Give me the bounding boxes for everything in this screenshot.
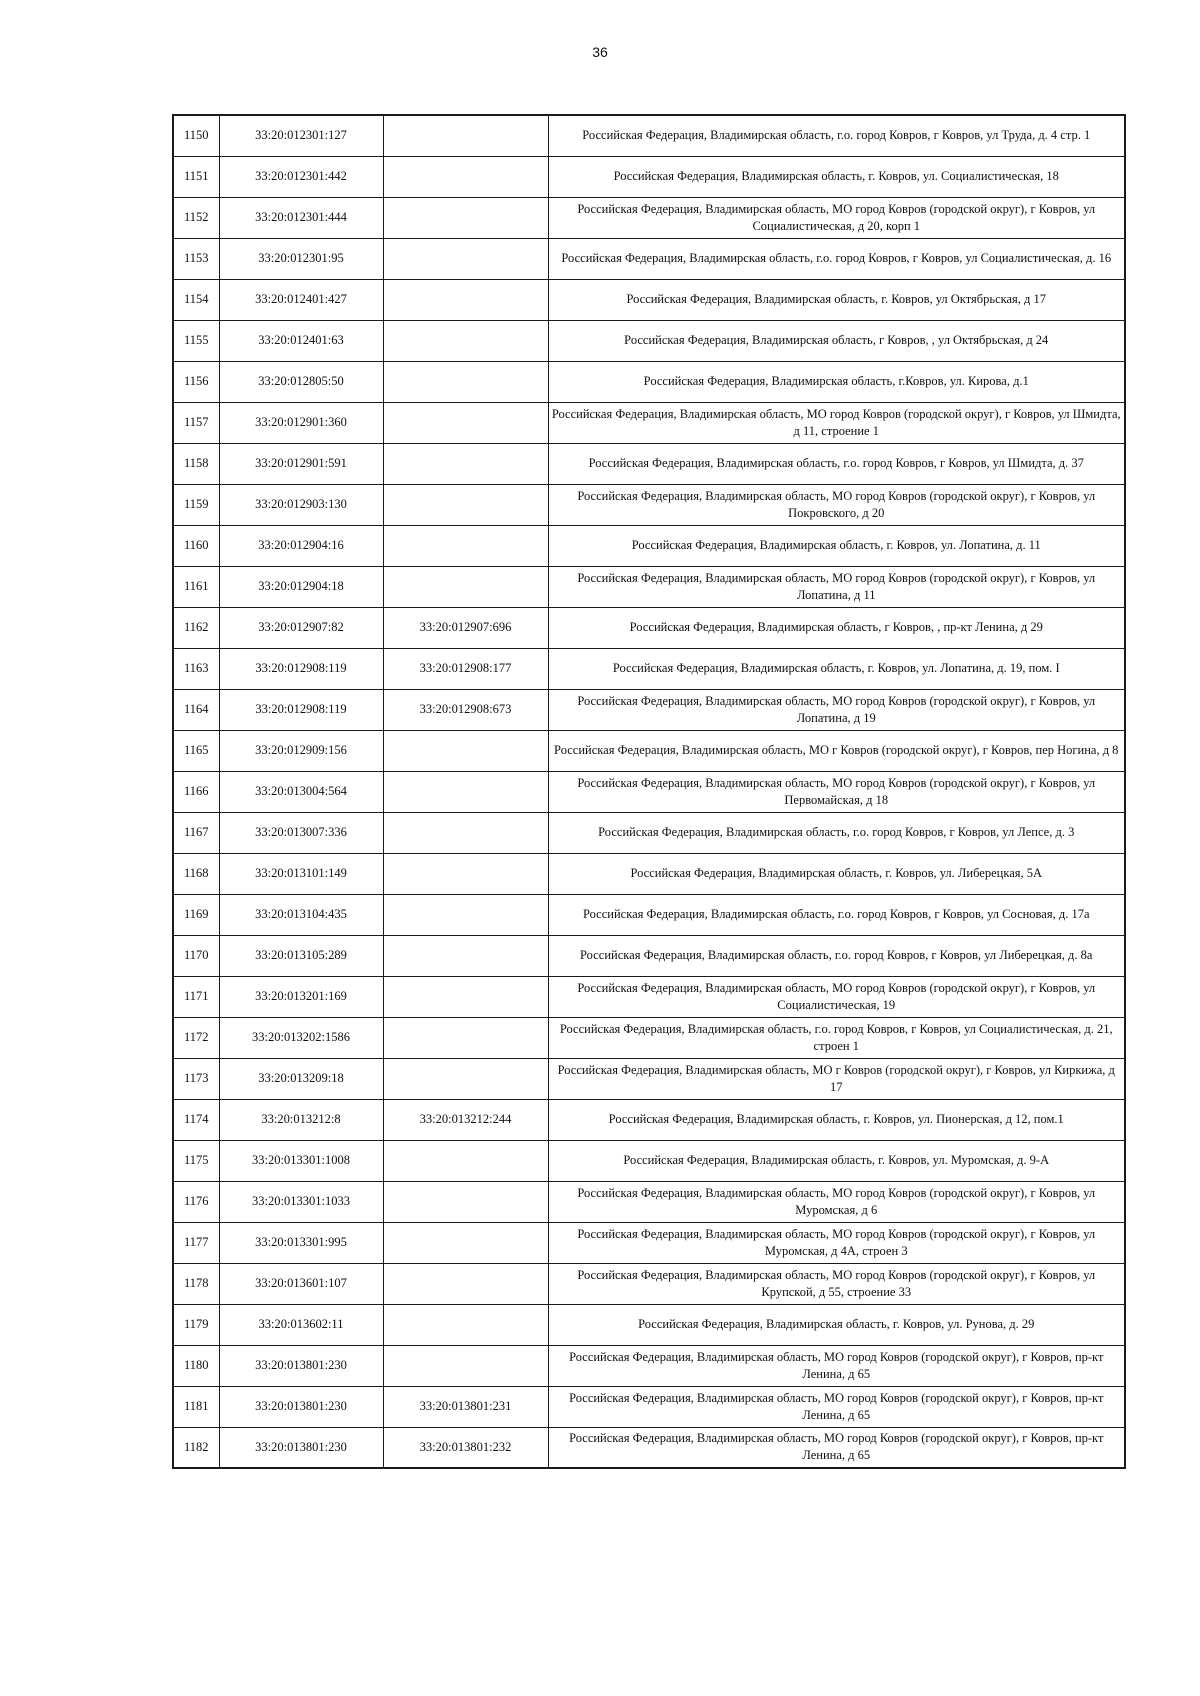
address-cell: Российская Федерация, Владимирская область, МО город Ковров (городской округ), г Ковров, пр-кт Ленина, д 65 <box>548 1345 1125 1386</box>
premises-cadastral-number-cell <box>383 1222 548 1263</box>
cadastral-number-cell: 33:20:012401:63 <box>219 320 383 361</box>
address-cell: Российская Федерация, Владимирская область, г.о. город Ковров, г Ковров, ул Социалистическая, д. 21, строен 1 <box>548 1017 1125 1058</box>
row-number-cell: 1171 <box>173 976 219 1017</box>
address-cell: Российская Федерация, Владимирская область, г.Ковров, ул. Кирова, д.1 <box>548 361 1125 402</box>
row-number-cell: 1170 <box>173 935 219 976</box>
cadastral-number-cell: 33:20:012401:427 <box>219 279 383 320</box>
cadastral-number-cell: 33:20:012908:119 <box>219 689 383 730</box>
cadastral-number-cell: 33:20:012903:130 <box>219 484 383 525</box>
cadastral-number-cell: 33:20:012901:360 <box>219 402 383 443</box>
premises-cadastral-number-cell <box>383 853 548 894</box>
table-row <box>173 115 1125 156</box>
row-number-cell: 1156 <box>173 361 219 402</box>
table-row <box>173 1181 1125 1222</box>
address-cell: Российская Федерация, Владимирская область, МО город Ковров (городской округ), г Ковров, пр-кт Ленина, д 65 <box>548 1386 1125 1427</box>
cadastral-number-cell: 33:20:012904:16 <box>219 525 383 566</box>
table-row <box>173 443 1125 484</box>
table-row <box>173 566 1125 607</box>
row-number-cell: 1177 <box>173 1222 219 1263</box>
address-cell: Российская Федерация, Владимирская область, МО город Ковров (городской округ), г Ковров, ул Муромская, д 6 <box>548 1181 1125 1222</box>
premises-cadastral-number-cell <box>383 443 548 484</box>
address-cell: Российская Федерация, Владимирская область, МО город Ковров (городской округ), г Ковров, пр-кт Ленина, д 65 <box>548 1427 1125 1468</box>
premises-cadastral-number-cell <box>383 1345 548 1386</box>
cadastral-number-cell: 33:20:013202:1586 <box>219 1017 383 1058</box>
row-number-cell: 1178 <box>173 1263 219 1304</box>
row-number-cell: 1152 <box>173 197 219 238</box>
premises-cadastral-number-cell <box>383 935 548 976</box>
table-row <box>173 156 1125 197</box>
table-row <box>173 812 1125 853</box>
address-cell: Российская Федерация, Владимирская область, г. Ковров, ул Октябрьская, д 17 <box>548 279 1125 320</box>
premises-cadastral-number-cell <box>383 525 548 566</box>
address-cell: Российская Федерация, Владимирская область, г.о. город Ковров, г Ковров, ул Социалистическая, д. 16 <box>548 238 1125 279</box>
cadastral-number-cell: 33:20:013801:230 <box>219 1345 383 1386</box>
table-row <box>173 525 1125 566</box>
row-number-cell: 1163 <box>173 648 219 689</box>
premises-cadastral-number-cell <box>383 402 548 443</box>
premises-cadastral-number-cell <box>383 238 548 279</box>
premises-cadastral-number-cell <box>383 566 548 607</box>
premises-cadastral-number-cell: 33:20:012908:673 <box>383 689 548 730</box>
table-row <box>173 197 1125 238</box>
property-registry-table <box>172 114 1126 1469</box>
row-number-cell: 1176 <box>173 1181 219 1222</box>
address-cell: Российская Федерация, Владимирская область, г.о. город Ковров, г Ковров, ул Сосновая, д. 17а <box>548 894 1125 935</box>
table-row <box>173 894 1125 935</box>
table-row <box>173 976 1125 1017</box>
row-number-cell: 1169 <box>173 894 219 935</box>
cadastral-number-cell: 33:20:012904:18 <box>219 566 383 607</box>
row-number-cell: 1174 <box>173 1099 219 1140</box>
premises-cadastral-number-cell <box>383 279 548 320</box>
premises-cadastral-number-cell <box>383 1058 548 1099</box>
address-cell: Российская Федерация, Владимирская область, МО город Ковров (городской округ), г Ковров, ул Покровского, д 20 <box>548 484 1125 525</box>
table-row <box>173 689 1125 730</box>
row-number-cell: 1172 <box>173 1017 219 1058</box>
row-number-cell: 1164 <box>173 689 219 730</box>
cadastral-number-cell: 33:20:013209:18 <box>219 1058 383 1099</box>
premises-cadastral-number-cell <box>383 812 548 853</box>
premises-cadastral-number-cell <box>383 1181 548 1222</box>
cadastral-number-cell: 33:20:013301:1008 <box>219 1140 383 1181</box>
table-row <box>173 361 1125 402</box>
row-number-cell: 1158 <box>173 443 219 484</box>
table-row <box>173 1427 1125 1468</box>
table-row <box>173 853 1125 894</box>
address-cell: Российская Федерация, Владимирская область, г. Ковров, ул. Рунова, д. 29 <box>548 1304 1125 1345</box>
premises-cadastral-number-cell <box>383 1017 548 1058</box>
table-row <box>173 648 1125 689</box>
address-cell: Российская Федерация, Владимирская область, МО город Ковров (городской округ), г Ковров, ул Муромская, д 4А, строен 3 <box>548 1222 1125 1263</box>
premises-cadastral-number-cell: 33:20:013801:231 <box>383 1386 548 1427</box>
premises-cadastral-number-cell <box>383 976 548 1017</box>
row-number-cell: 1160 <box>173 525 219 566</box>
premises-cadastral-number-cell <box>383 1304 548 1345</box>
table-row <box>173 1017 1125 1058</box>
table-row <box>173 1304 1125 1345</box>
row-number-cell: 1155 <box>173 320 219 361</box>
address-cell: Российская Федерация, Владимирская область, г Ковров, , ул Октябрьская, д 24 <box>548 320 1125 361</box>
row-number-cell: 1173 <box>173 1058 219 1099</box>
table-row <box>173 238 1125 279</box>
table-row <box>173 484 1125 525</box>
row-number-cell: 1167 <box>173 812 219 853</box>
row-number-cell: 1165 <box>173 730 219 771</box>
address-cell: Российская Федерация, Владимирская область, г. Ковров, ул. Лопатина, д. 19, пом. I <box>548 648 1125 689</box>
cadastral-number-cell: 33:20:013212:8 <box>219 1099 383 1140</box>
row-number-cell: 1151 <box>173 156 219 197</box>
premises-cadastral-number-cell <box>383 730 548 771</box>
address-cell: Российская Федерация, Владимирская область, г. Ковров, ул. Пионерская, д 12, пом.1 <box>548 1099 1125 1140</box>
cadastral-number-cell: 33:20:012301:95 <box>219 238 383 279</box>
cadastral-number-cell: 33:20:012909:156 <box>219 730 383 771</box>
premises-cadastral-number-cell <box>383 1140 548 1181</box>
premises-cadastral-number-cell <box>383 115 548 156</box>
cadastral-number-cell: 33:20:012907:82 <box>219 607 383 648</box>
address-cell: Российская Федерация, Владимирская область, МО город Ковров (городской округ), г Ковров, ул Крупской, д 55, строение 33 <box>548 1263 1125 1304</box>
cadastral-number-cell: 33:20:012301:442 <box>219 156 383 197</box>
table-row <box>173 402 1125 443</box>
registry-table-body <box>173 115 1125 1468</box>
row-number-cell: 1161 <box>173 566 219 607</box>
address-cell: Российская Федерация, Владимирская область, МО г Ковров (городской округ), г Ковров, пер Ногина, д 8 <box>548 730 1125 771</box>
address-cell: Российская Федерация, Владимирская область, г Ковров, , пр-кт Ленина, д 29 <box>548 607 1125 648</box>
premises-cadastral-number-cell <box>383 771 548 812</box>
cadastral-number-cell: 33:20:013801:230 <box>219 1427 383 1468</box>
cadastral-number-cell: 33:20:013801:230 <box>219 1386 383 1427</box>
row-number-cell: 1175 <box>173 1140 219 1181</box>
cadastral-number-cell: 33:20:013601:107 <box>219 1263 383 1304</box>
address-cell: Российская Федерация, Владимирская область, г. Ковров, ул. Лопатина, д. 11 <box>548 525 1125 566</box>
cadastral-number-cell: 33:20:013104:435 <box>219 894 383 935</box>
address-cell: Российская Федерация, Владимирская область, МО город Ковров (городской округ), г Ковров, ул Первомайская, д 18 <box>548 771 1125 812</box>
table-row <box>173 320 1125 361</box>
row-number-cell: 1179 <box>173 1304 219 1345</box>
row-number-cell: 1168 <box>173 853 219 894</box>
row-number-cell: 1150 <box>173 115 219 156</box>
row-number-cell: 1181 <box>173 1386 219 1427</box>
table-row <box>173 1263 1125 1304</box>
cadastral-number-cell: 33:20:012901:591 <box>219 443 383 484</box>
table-row <box>173 1099 1125 1140</box>
premises-cadastral-number-cell <box>383 197 548 238</box>
premises-cadastral-number-cell: 33:20:012908:177 <box>383 648 548 689</box>
page-number: 36 <box>592 44 608 60</box>
address-cell: Российская Федерация, Владимирская область, МО город Ковров (городской округ), г Ковров, ул Социалистическая, д 20, корп 1 <box>548 197 1125 238</box>
table-row <box>173 1345 1125 1386</box>
table-row <box>173 607 1125 648</box>
row-number-cell: 1162 <box>173 607 219 648</box>
premises-cadastral-number-cell <box>383 156 548 197</box>
table-row <box>173 771 1125 812</box>
address-cell: Российская Федерация, Владимирская область, МО город Ковров (городской округ), г Ковров, ул Социалистическая, 19 <box>548 976 1125 1017</box>
premises-cadastral-number-cell <box>383 320 548 361</box>
cadastral-number-cell: 33:20:013301:995 <box>219 1222 383 1263</box>
cadastral-number-cell: 33:20:013105:289 <box>219 935 383 976</box>
premises-cadastral-number-cell <box>383 894 548 935</box>
address-cell: Российская Федерация, Владимирская область, МО город Ковров (городской округ), г Ковров, ул Шмидта, д 11, строение 1 <box>548 402 1125 443</box>
cadastral-number-cell: 33:20:013602:11 <box>219 1304 383 1345</box>
address-cell: Российская Федерация, Владимирская область, МО город Ковров (городской округ), г Ковров, ул Лопатина, д 11 <box>548 566 1125 607</box>
cadastral-number-cell: 33:20:013004:564 <box>219 771 383 812</box>
row-number-cell: 1180 <box>173 1345 219 1386</box>
row-number-cell: 1182 <box>173 1427 219 1468</box>
address-cell: Российская Федерация, Владимирская область, г.о. город Ковров, г Ковров, ул Либерецкая, д. 8а <box>548 935 1125 976</box>
row-number-cell: 1157 <box>173 402 219 443</box>
table-row <box>173 1058 1125 1099</box>
cadastral-number-cell: 33:20:012301:127 <box>219 115 383 156</box>
row-number-cell: 1153 <box>173 238 219 279</box>
address-cell: Российская Федерация, Владимирская область, г. Ковров, ул. Либерецкая, 5А <box>548 853 1125 894</box>
table-row <box>173 279 1125 320</box>
cadastral-number-cell: 33:20:013007:336 <box>219 812 383 853</box>
premises-cadastral-number-cell <box>383 1263 548 1304</box>
cadastral-number-cell: 33:20:013201:169 <box>219 976 383 1017</box>
cadastral-number-cell: 33:20:012908:119 <box>219 648 383 689</box>
address-cell: Российская Федерация, Владимирская область, МО город Ковров (городской округ), г Ковров, ул Лопатина, д 19 <box>548 689 1125 730</box>
table-row <box>173 1386 1125 1427</box>
address-cell: Российская Федерация, Владимирская область, г. Ковров, ул. Муромская, д. 9-А <box>548 1140 1125 1181</box>
address-cell: Российская Федерация, Владимирская область, г.о. город Ковров, г Ковров, ул Шмидта, д. 37 <box>548 443 1125 484</box>
cadastral-number-cell: 33:20:013301:1033 <box>219 1181 383 1222</box>
cadastral-number-cell: 33:20:012805:50 <box>219 361 383 402</box>
row-number-cell: 1166 <box>173 771 219 812</box>
premises-cadastral-number-cell <box>383 484 548 525</box>
address-cell: Российская Федерация, Владимирская область, МО г Ковров (городской округ), г Ковров, ул Киркижа, д 17 <box>548 1058 1125 1099</box>
table-row <box>173 935 1125 976</box>
address-cell: Российская Федерация, Владимирская область, г.о. город Ковров, г Ковров, ул Труда, д. 4 стр. 1 <box>548 115 1125 156</box>
row-number-cell: 1159 <box>173 484 219 525</box>
cadastral-number-cell: 33:20:013101:149 <box>219 853 383 894</box>
row-number-cell: 1154 <box>173 279 219 320</box>
premises-cadastral-number-cell: 33:20:013801:232 <box>383 1427 548 1468</box>
address-cell: Российская Федерация, Владимирская область, г.о. город Ковров, г Ковров, ул Лепсе, д. 3 <box>548 812 1125 853</box>
premises-cadastral-number-cell: 33:20:012907:696 <box>383 607 548 648</box>
table-row <box>173 730 1125 771</box>
premises-cadastral-number-cell: 33:20:013212:244 <box>383 1099 548 1140</box>
premises-cadastral-number-cell <box>383 361 548 402</box>
cadastral-number-cell: 33:20:012301:444 <box>219 197 383 238</box>
address-cell: Российская Федерация, Владимирская область, г. Ковров, ул. Социалистическая, 18 <box>548 156 1125 197</box>
table-row <box>173 1222 1125 1263</box>
table-row <box>173 1140 1125 1181</box>
